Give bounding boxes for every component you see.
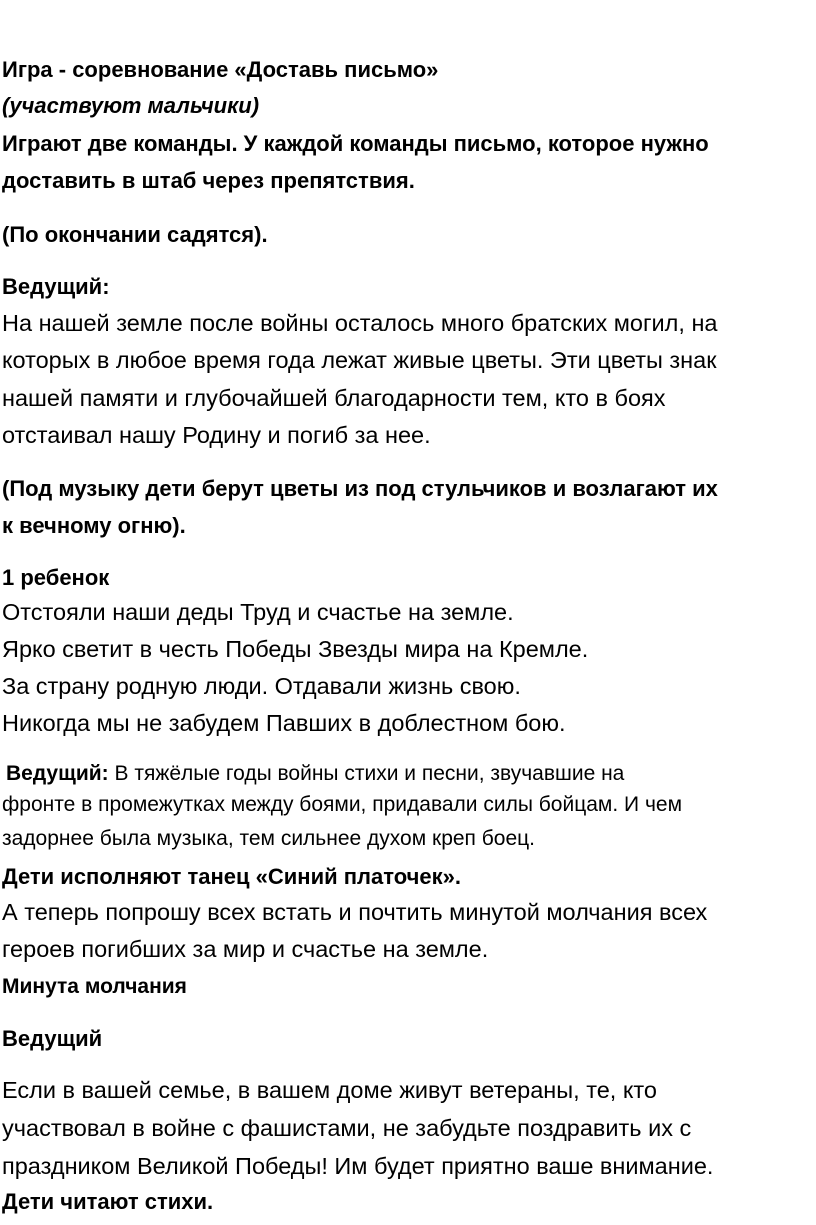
host-speech-3-line: Если в вашей семье, в вашем доме живут ветераны, те, кто bbox=[2, 1077, 657, 1103]
game-description-line-2: доставить в штаб через препятствия. bbox=[2, 168, 415, 193]
host-speech-2-line-3: задорнее была музыка, тем сильнее духом креп боец. bbox=[2, 827, 536, 850]
flowers-direction-line-2: к вечному огню). bbox=[2, 513, 186, 538]
game-subtitle: (участвуют мальчики) bbox=[2, 93, 260, 118]
host-speech-2-line-2: фронте в промежутках между боями, придавали силы бойцам. И чем bbox=[2, 793, 683, 816]
poems-direction: Дети читают стихи. bbox=[2, 1189, 214, 1214]
host-label-3: Ведущий bbox=[2, 1026, 103, 1051]
game-title: Игра - соревнование «Доставь письмо» bbox=[2, 57, 439, 82]
poem-line: Никогда мы не забудем Павших в доблестном бою. bbox=[2, 710, 566, 736]
stand-request-line-1: А теперь попрошу всех встать и почтить минутой молчания всех bbox=[2, 899, 708, 925]
game-description-line-1: Играют две команды. У каждой команды письмо, которое нужно bbox=[2, 131, 709, 156]
poem-line: За страну родную люди. Отдавали жизнь свою. bbox=[2, 673, 521, 699]
child-1-label: 1 ребенок bbox=[2, 565, 110, 590]
minute-of-silence: Минута молчания bbox=[2, 975, 187, 998]
host-speech-2-text: В тяжёлые годы войны стихи и песни, звучавшие на bbox=[108, 762, 625, 785]
host-speech-2-line-1 bbox=[6, 762, 624, 786]
host-speech-3-line: праздником Великой Победы! Им будет приятно ваше внимание. bbox=[2, 1153, 714, 1179]
stand-request-line-2: героев погибших за мир и счастье на земле. bbox=[2, 936, 489, 962]
after-game-note: (По окончании садятся). bbox=[2, 222, 268, 247]
host-speech-1-line: которых в любое время года лежат живые цветы. Эти цветы знак bbox=[2, 347, 717, 373]
host-speech-3-line: участвовал в войне с фашистами, не забудьте поздравить их с bbox=[2, 1115, 692, 1141]
host-speech-1-line: отстаивал нашу Родину и погиб за нее. bbox=[2, 422, 431, 448]
host-speech-1-line: нашей памяти и глубочайшей благодарности тем, кто в боях bbox=[2, 385, 666, 411]
poem-line: Отстояли наши деды Труд и счастье на земле. bbox=[2, 599, 514, 625]
host-label-2: Ведущий: bbox=[6, 762, 109, 785]
poem-line: Ярко светит в честь Победы Звезды мира на Кремле. bbox=[2, 636, 589, 662]
dance-direction: Дети исполняют танец «Синий платочек». bbox=[2, 864, 461, 889]
host-speech-1-line: На нашей земле после войны осталось много братских могил, на bbox=[2, 310, 718, 336]
host-label-1: Ведущий: bbox=[2, 274, 110, 299]
flowers-direction-line-1: (Под музыку дети берут цветы из под стульчиков и возлагают их bbox=[2, 476, 718, 501]
